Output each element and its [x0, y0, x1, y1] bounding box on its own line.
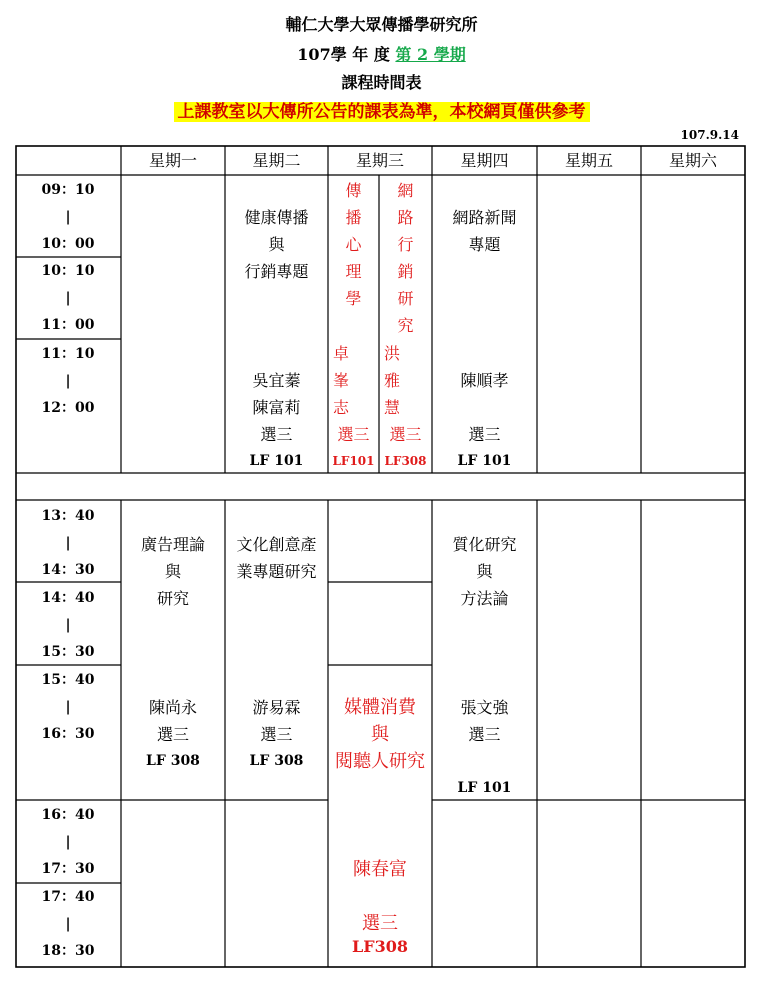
course-tue-am — [225, 204, 328, 285]
course-room: LF 101 — [249, 453, 304, 469]
course-wed-am-b-teacher — [379, 340, 405, 421]
time-sep: | — [65, 617, 71, 633]
course-teacher: 陳尚永 — [148, 698, 197, 717]
course-title: 業專題研究 — [236, 562, 317, 581]
title-char: 研 — [397, 289, 414, 308]
title-char: 理 — [345, 262, 362, 281]
course-room: LF 308 — [146, 753, 200, 769]
time-sep: | — [65, 535, 71, 551]
schedule-title: 課程時間表 — [341, 73, 422, 92]
course-title: 廣告理論 — [140, 535, 205, 554]
course-title: 健康傳播 — [244, 208, 309, 227]
course-room: LF 101 — [457, 453, 512, 469]
course-wed-am-b — [379, 177, 432, 339]
course-mon-pm — [121, 531, 225, 612]
time-start: 17：40 — [41, 889, 95, 905]
title-char: 心 — [345, 235, 362, 254]
title-char: 播 — [345, 208, 362, 227]
course-teacher: 陳富莉 — [252, 398, 301, 417]
time-sep: | — [65, 834, 71, 850]
title-char: 傳 — [345, 181, 362, 200]
course-title: 行銷專題 — [244, 262, 309, 281]
course-type: 選三 — [389, 425, 422, 444]
course-title: 文化創意產 — [236, 535, 317, 554]
time-end: 16：30 — [41, 726, 95, 742]
title-char: 學 — [345, 289, 362, 308]
course-teacher: 吳宜蓁 — [252, 371, 301, 390]
title-char: 行 — [397, 235, 414, 254]
course-title: 與 — [476, 562, 493, 581]
time-slot-5 — [16, 585, 120, 666]
time-slot-2 — [16, 258, 120, 339]
day-monday: 星期一 — [148, 151, 197, 170]
teacher-char: 洪 — [383, 344, 400, 363]
title-char: 網 — [397, 181, 414, 200]
course-thu-am-info — [432, 367, 537, 475]
time-start: 13：40 — [41, 508, 95, 524]
course-thu-pm-info — [432, 694, 537, 802]
time-start: 15：40 — [41, 672, 95, 688]
course-tue-pm — [225, 531, 328, 585]
course-title: 與 — [164, 562, 181, 581]
course-title: 方法論 — [460, 589, 509, 608]
time-end: 11：00 — [41, 317, 95, 333]
course-room: LF 101 — [457, 780, 512, 796]
course-title: 與 — [371, 724, 389, 745]
time-start: 16：40 — [41, 807, 95, 823]
time-slot-6 — [16, 667, 120, 748]
course-room: LF101 — [332, 454, 375, 468]
course-title: 網路新聞 — [452, 208, 517, 227]
course-wed-pm — [328, 694, 432, 775]
date-stamp: 107.9.14 — [680, 128, 739, 142]
course-teacher: 張文強 — [460, 698, 509, 717]
time-slot-7 — [16, 802, 120, 883]
course-type: 選三 — [260, 425, 293, 444]
course-room: LF 308 — [249, 753, 304, 769]
academic-year: 107學 年 度 — [297, 45, 396, 64]
time-start: 11：10 — [41, 346, 95, 362]
institute-title: 輔仁大學大眾傳播學研究所 — [285, 15, 478, 34]
title-char: 究 — [397, 316, 414, 335]
course-teacher: 陳順孝 — [460, 371, 509, 390]
course-thu-pm — [432, 531, 537, 612]
course-wed-am-a-info — [328, 421, 379, 475]
course-title: 閱聽人研究 — [335, 751, 425, 772]
time-start: 10：10 — [41, 263, 95, 279]
time-end: 10：00 — [41, 236, 95, 252]
title-char: 路 — [397, 208, 414, 227]
course-title: 研究 — [156, 589, 189, 608]
teacher-char: 慧 — [383, 398, 400, 417]
course-title: 與 — [268, 235, 285, 254]
course-teacher: 游易霖 — [252, 698, 301, 717]
time-start: 14：40 — [41, 590, 95, 606]
title-char: 銷 — [397, 262, 414, 281]
course-type: 選三 — [468, 725, 501, 744]
time-end: 12：00 — [41, 400, 95, 416]
course-mon-pm-info — [121, 694, 225, 775]
time-end: 15：30 — [41, 644, 95, 660]
time-sep: | — [65, 916, 71, 932]
time-slot-1 — [16, 177, 120, 258]
course-room: LF308 — [351, 937, 408, 956]
course-type: 選三 — [337, 425, 370, 444]
course-type: 選三 — [156, 725, 189, 744]
time-end: 17：30 — [41, 861, 95, 877]
course-title: 質化研究 — [452, 535, 517, 554]
day-thursday: 星期四 — [460, 151, 509, 170]
course-type: 選三 — [362, 913, 398, 934]
course-tue-am-info — [225, 367, 328, 475]
day-tuesday: 星期二 — [252, 151, 301, 170]
course-thu-am — [432, 204, 537, 258]
course-type: 選三 — [468, 425, 501, 444]
course-room: LF308 — [384, 454, 427, 468]
teacher-char: 峯 — [332, 371, 349, 390]
course-tue-pm-info — [225, 694, 328, 775]
day-saturday: 星期六 — [668, 151, 717, 170]
course-wed-am-a — [328, 177, 379, 312]
course-wed-pm-info — [328, 856, 432, 957]
time-sep: | — [65, 373, 71, 389]
course-title: 專題 — [468, 235, 501, 254]
time-slot-8 — [16, 884, 120, 965]
teacher-char: 卓 — [332, 344, 349, 363]
course-wed-am-b-info — [379, 421, 432, 475]
time-slot-3 — [16, 341, 120, 422]
teacher-char: 雅 — [383, 371, 400, 390]
day-friday: 星期五 — [564, 151, 613, 170]
time-sep: | — [65, 209, 71, 225]
course-wed-am-a-teacher — [328, 340, 354, 421]
semester-label: 第 2 學期 — [395, 45, 466, 64]
time-slot-4 — [16, 503, 120, 584]
time-end: 18：30 — [41, 943, 95, 959]
course-title: 媒體消費 — [344, 697, 416, 718]
teacher-char: 志 — [332, 398, 349, 417]
time-sep: | — [65, 290, 71, 306]
time-end: 14：30 — [41, 562, 95, 578]
time-start: 09：10 — [41, 182, 95, 198]
day-wednesday: 星期三 — [355, 151, 404, 170]
time-sep: | — [65, 699, 71, 715]
notice-banner: 上課教室以大傳所公告的課表為準，本校網頁僅供參考 — [174, 102, 590, 122]
course-type: 選三 — [260, 725, 293, 744]
course-teacher: 陳春富 — [353, 859, 407, 880]
